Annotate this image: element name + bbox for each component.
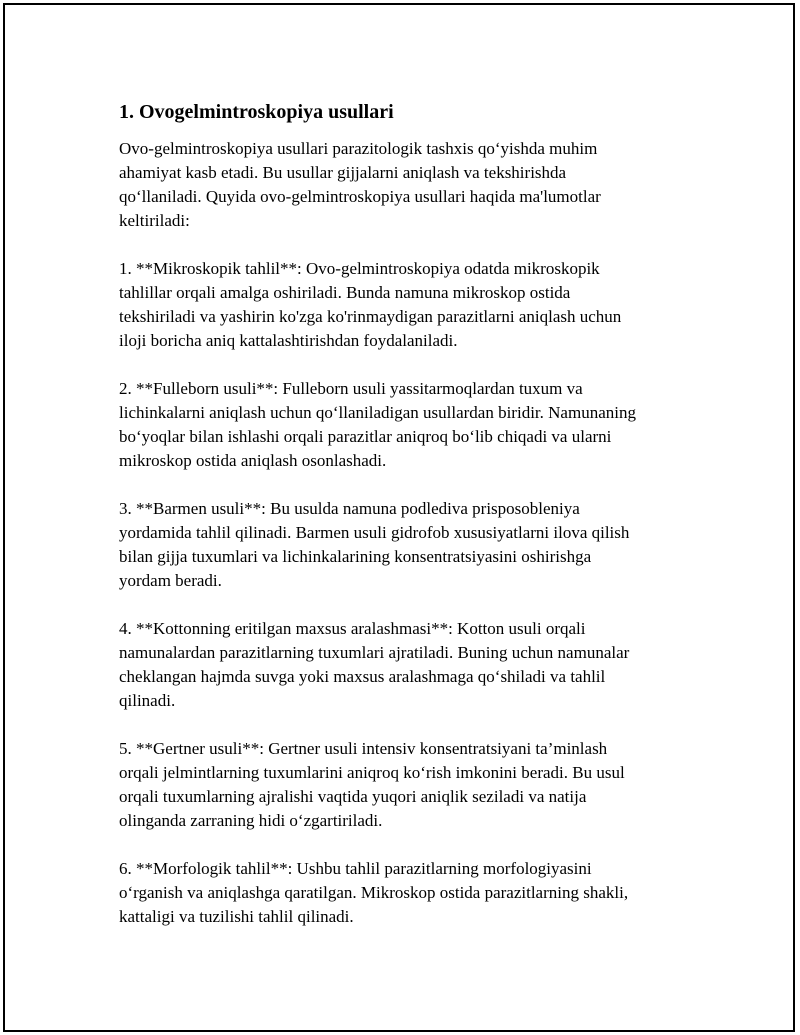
document-body <box>119 99 689 953</box>
page-frame <box>3 3 795 1032</box>
paragraph-intro: Ovo-gelmintroskopiya usullari parazitologik tashxis qo‘yishda muhim ahamiyat kasb etadi. Bu usullar gijjalarni aniqlash va tekshirishda qo‘llaniladi. Quyida ovo-gelmintroskopiya usullari haqida ma'lumotlar keltiriladi: <box>119 139 601 230</box>
paragraph-kotton-usuli: 4. **Kottonning eritilgan maxsus aralashmasi**: Kotton usuli orqali namunalardan parazitlarning tuxumlari ajratiladi. Buning uchun namunalar cheklangan hajmda suvga yoki maxsus aralashmaga qo‘shiladi va tahlil qilinadi. <box>119 619 630 710</box>
paragraph-gertner-usuli: 5. **Gertner usuli**: Gertner usuli intensiv konsentratsiyani ta’minlash orqali jelmintlarning tuxumlarini aniqroq ko‘rish imkonini beradi. Bu usul orqali tuxumlarning ajralishi vaqtida yuqori aniqlik seziladi va natija olinganda zarraning hidi o‘zgartiriladi. <box>119 739 625 830</box>
paragraph-barmen-usuli: 3. **Barmen usuli**: Bu usulda namuna podlediva prisposobleniya yordamida tahlil qilinadi. Barmen usuli gidrofob xususiyatlarni ilova qilish bilan gijja tuxumlari va lichinkalarining konsentratsiyasini oshirishga yordam beradi. <box>119 499 630 590</box>
paragraph-morfologik-tahlil: 6. **Morfologik tahlil**: Ushbu tahlil parazitlarning morfologiyasini o‘rganish va aniqlashga qaratilgan. Mikroskop ostida parazitlarning shakli, kattaligi va tuzilishi tahlil qilinadi. <box>119 859 629 926</box>
paragraph-mikroskopik-tahlil: 1. **Mikroskopik tahlil**: Ovo-gelmintroskopiya odatda mikroskopik tahlillar orqali amalga oshiriladi. Bunda namuna mikroskop ostida tekshiriladi va yashirin ko'zga ko'rinmaydigan parazitlarni aniqlash uchun iloji boricha aniq kattalashtirishdan foydalaniladi. <box>119 259 622 350</box>
paragraph-fulleborn-usuli: 2. **Fulleborn usuli**: Fulleborn usuli yassitarmoqlardan tuxum va lichinkalarni aniqlash uchun qo‘llaniladigan usullardan biridir. Namunaning bo‘yoqlar bilan ishlashi orqali parazitlar aniqroq bo‘lib chiqadi va ularni mikroskop ostida aniqlash osonlashadi. <box>119 379 636 470</box>
page-title: 1. Ovogelmintroskopiya usullari <box>119 101 394 123</box>
